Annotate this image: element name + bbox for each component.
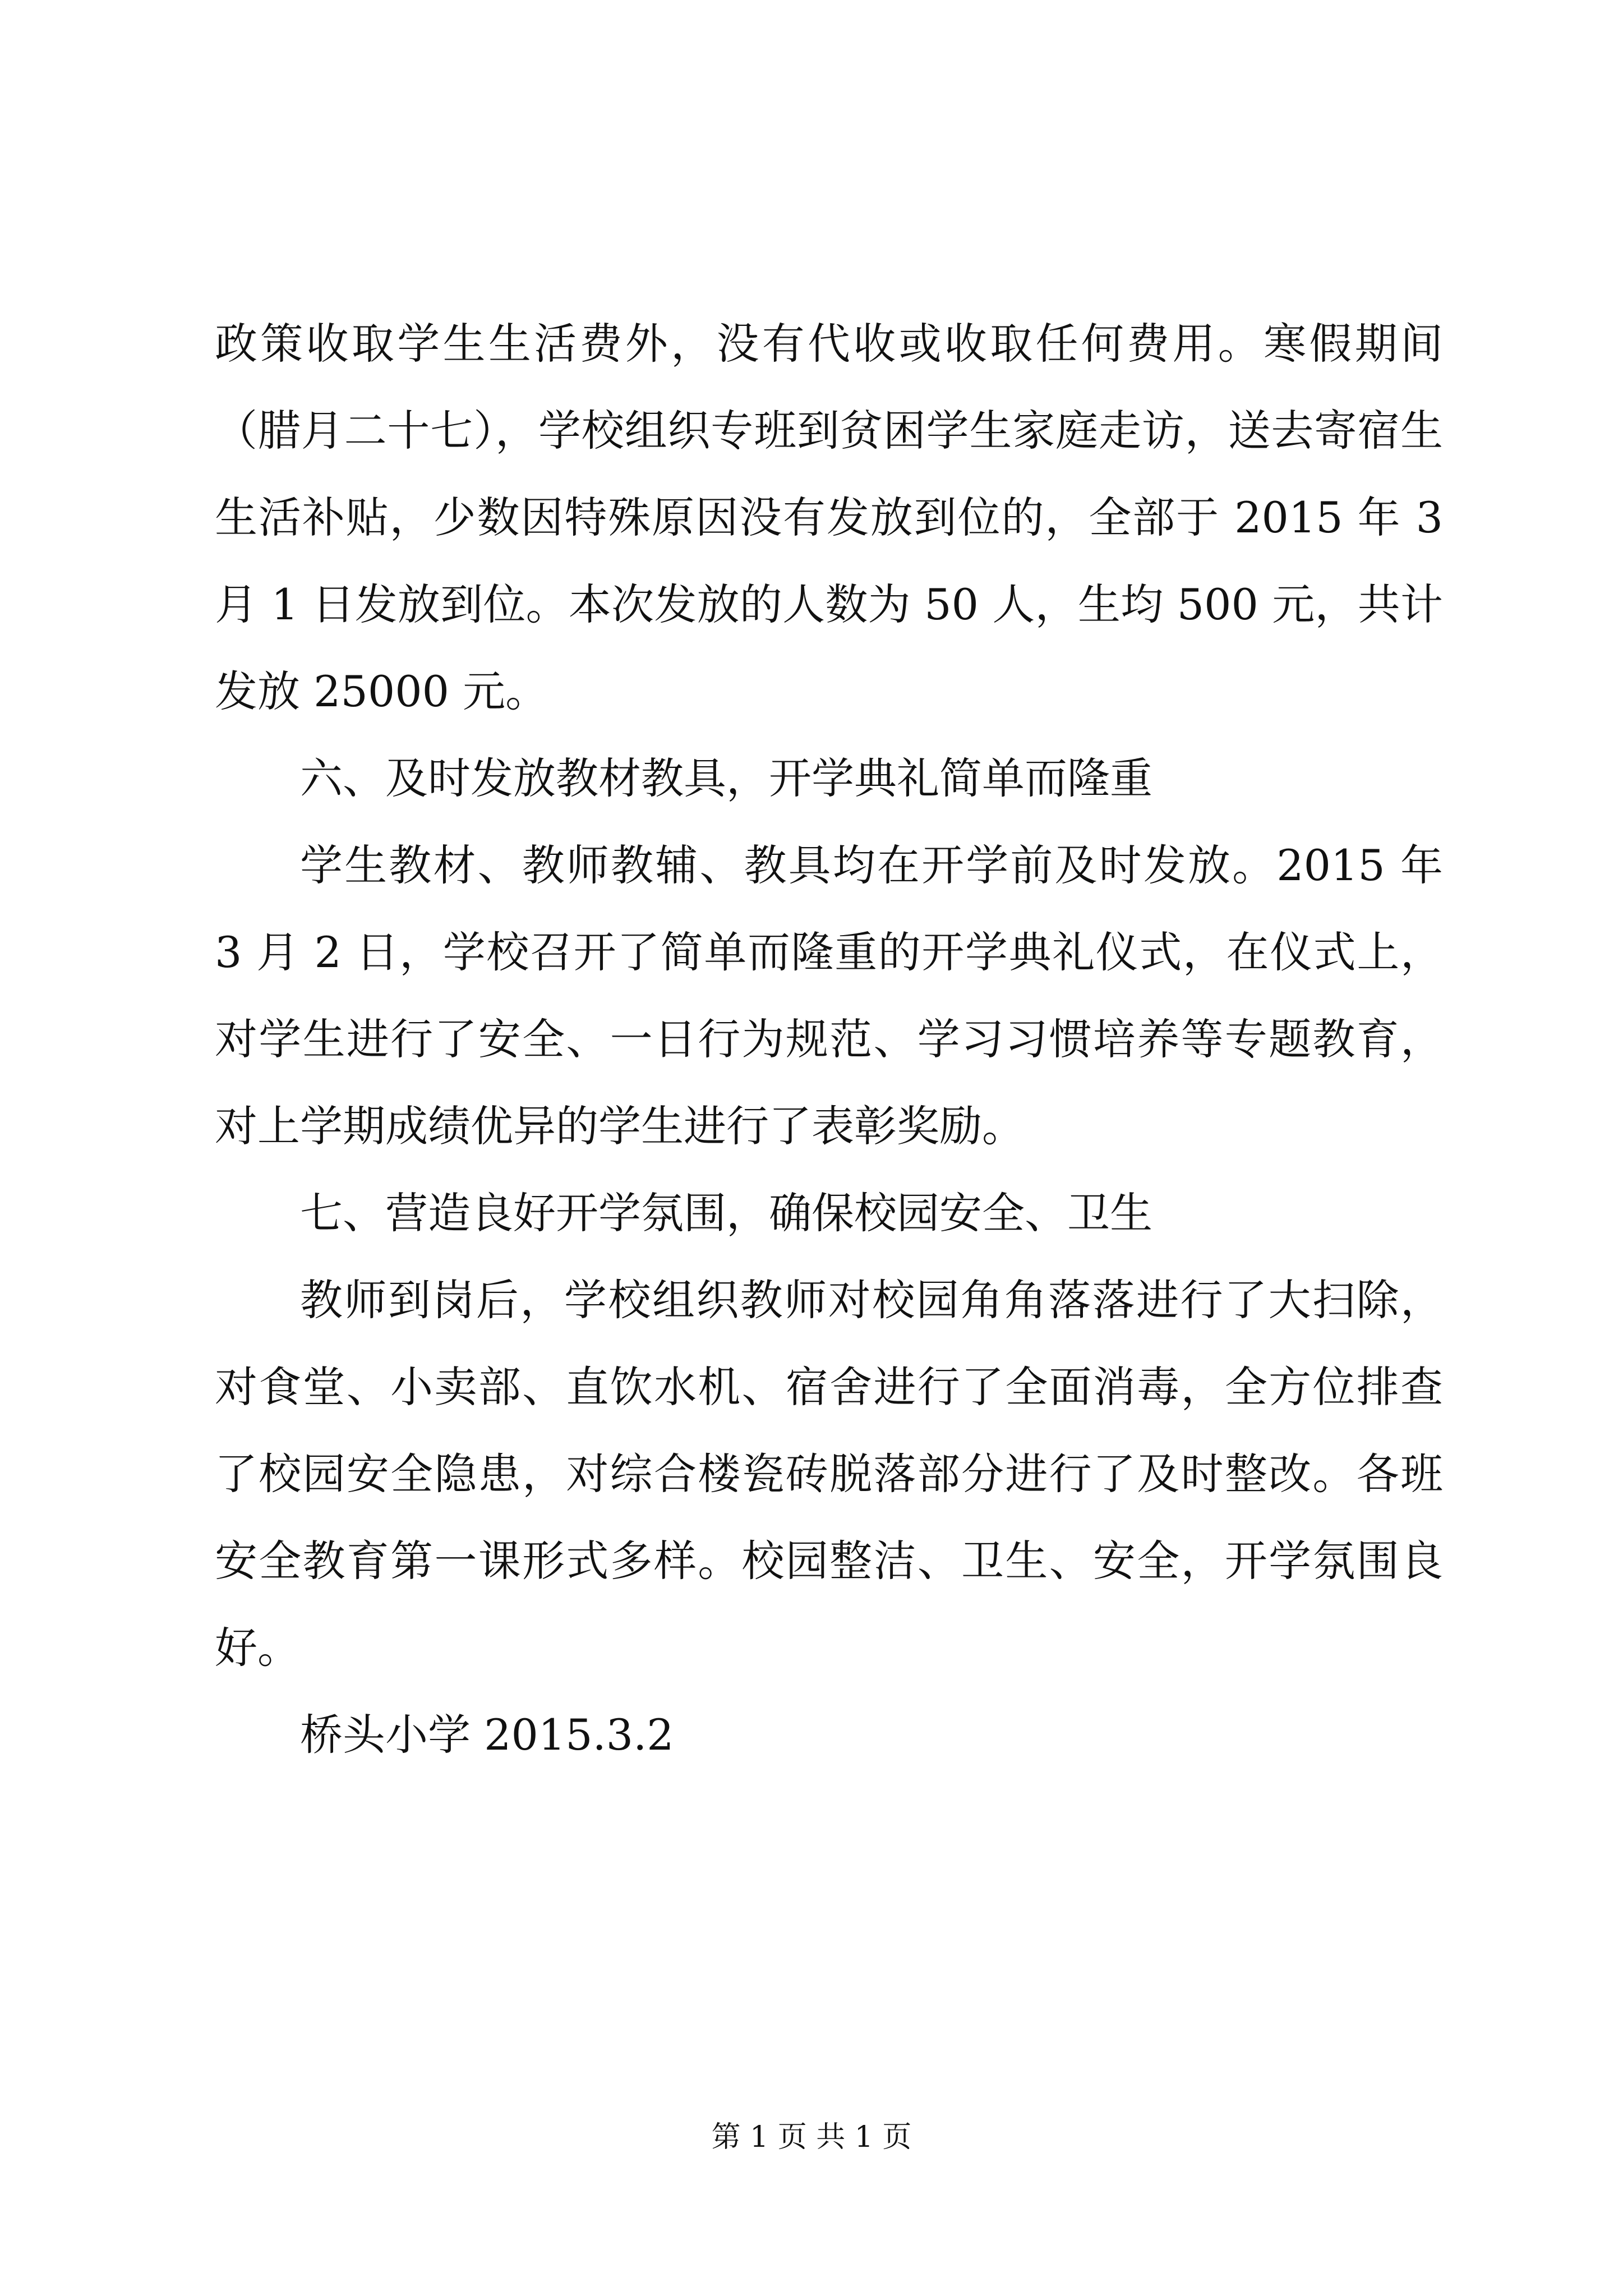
section-heading-campus-safety: 七、营造良好开学氛围，确保校园安全、卫生 xyxy=(300,1188,1152,1238)
signature-line: 桥头小学 2015.3.2 xyxy=(300,1710,674,1760)
page-number-footer: 第 1 页 共 1 页 xyxy=(711,2120,912,2154)
document-body xyxy=(215,300,1443,1778)
paragraph-textbooks-ceremony: 学生教材、教师教辅、教具均在开学前及时发放。2015 年 3 月 2 日，学校召开了简单而隆重的开学典礼仪式，在仪式上，对学生进行了安全、一日行为规范、学习习惯培养等专题教育，对上学期成绩优异的学生进行了表彰奖励。 xyxy=(215,840,1443,1151)
paragraph-living-subsidy: 政策收取学生生活费外，没有代收或收取任何费用。寒假期间（腊月二十七），学校组织专班到贫困学生家庭走访，送去寄宿生生活补贴，少数因特殊原因没有发放到位的，全部于 2015 年 3 月 1 日发放到位。本次发放的人数为 50 人，生均 500 元，共计发放 25000 元。 xyxy=(215,319,1443,716)
section-heading-textbooks: 六、及时发放教材教具，开学典礼简单而隆重 xyxy=(300,753,1152,803)
paragraph-campus-safety: 教师到岗后，学校组织教师对校园角角落落进行了大扫除，对食堂、小卖部、直饮水机、宿舍进行了全面消毒，全方位排查了校园安全隐患，对综合楼瓷砖脱落部分进行了及时整改。各班安全教育第一课形式多样。校园整洁、卫生、安全，开学氛围良好。 xyxy=(215,1275,1443,1673)
